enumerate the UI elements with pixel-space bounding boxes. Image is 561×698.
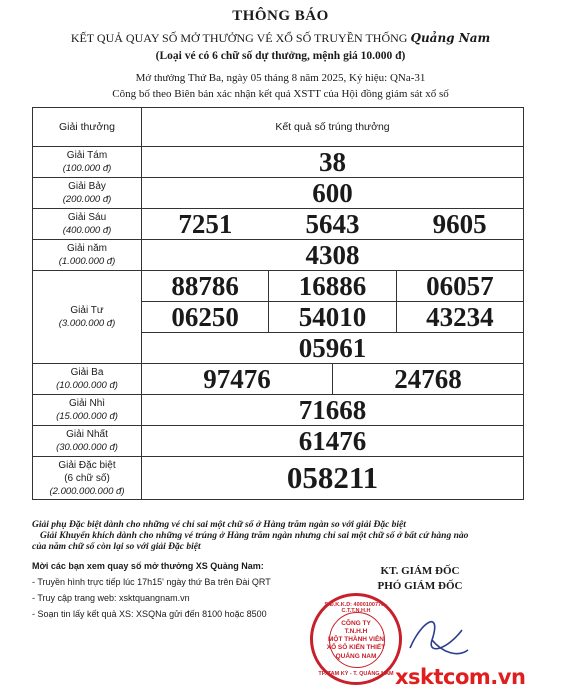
- viewing-info: [32, 558, 271, 622]
- info-line: - Truy cập trang web: xsktquangnam.vn: [32, 593, 190, 603]
- prize-label: Giải Nhì (15.000.000 đ): [33, 395, 142, 426]
- info-heading: Mời các bạn xem quay số mở thưởng XS Quảng Nam:: [32, 561, 264, 571]
- winning-number: 05961: [142, 333, 524, 364]
- winning-number: 43234: [396, 302, 523, 333]
- draw-date-line: Mở thưởng Thứ Ba, ngày 05 tháng 8 năm 2025, Ký hiệu: QNa-31: [135, 72, 426, 84]
- signature-title: KT. GIÁM ĐỐC: [380, 565, 460, 577]
- prize-label: Giải năm (1.000.000 đ): [33, 240, 142, 271]
- signature-role: PHÓ GIÁM ĐỐC: [377, 580, 463, 592]
- table-row: [33, 426, 524, 457]
- header-prize: Giải thưởng: [33, 108, 142, 147]
- info-line: - Truyền hình trực tiếp lúc 17h15' ngày thứ Ba trên Đài QRT: [32, 577, 271, 587]
- winning-number: 54010: [269, 302, 396, 333]
- table-row: [33, 147, 524, 178]
- notes: [32, 520, 532, 553]
- table-row: [33, 178, 524, 209]
- table-row: [33, 240, 524, 271]
- prize-label: Giải Ba (10.000.000 đ): [33, 364, 142, 395]
- winning-number: 600: [142, 178, 524, 209]
- table-row: [33, 395, 524, 426]
- header-result: Kết quả số trúng thưởng: [142, 108, 524, 147]
- special-prize-number: 058211: [142, 457, 524, 500]
- watermark-brand: xsktcom.vn: [395, 665, 526, 689]
- winning-number: 7251: [142, 209, 269, 240]
- ticket-type-line: (Loại vé có 6 chữ số dự thưởng, mệnh giá 10.000 đ): [155, 50, 406, 62]
- heading-text: KẾT QUẢ QUAY SỐ MỞ THƯỞNG VÉ XỔ SỐ TRUYỀN THỐNG: [70, 31, 408, 45]
- prize-label: Giải Đặc biệt (6 chữ số) (2.000.000.000 đ): [33, 457, 142, 500]
- document-title: THÔNG BÁO: [232, 8, 329, 24]
- winning-number: 4308: [142, 240, 524, 271]
- table-row: [33, 271, 524, 302]
- results-table: [32, 107, 524, 500]
- winning-number: 61476: [142, 426, 524, 457]
- winning-number: 9605: [396, 209, 523, 240]
- note-line: của năm chữ số còn lại so với giải Đặc biệt: [32, 542, 201, 552]
- winning-number: 88786: [142, 271, 269, 302]
- prize-label: Giải Bảy (200.000 đ): [33, 178, 142, 209]
- prize-label: Giải Tư (3.000.000 đ): [33, 271, 142, 364]
- winning-number: 24768: [332, 364, 523, 395]
- signature-block: [320, 564, 520, 594]
- table-row: [33, 457, 524, 500]
- winning-number: 71668: [142, 395, 524, 426]
- note-line: Giải phụ Đặc biệt dành cho những vé chỉ sai một chữ số ở Hàng trăm ngàn so với giải Đặc biệt: [32, 520, 406, 530]
- info-line: - Soạn tin lấy kết quả XS: XSQNa gửi đến 8100 hoặc 8500: [32, 609, 267, 619]
- company-stamp: S.Đ.K.K.D: 4000100770 - C.T.T.N.H.H CÔNG TY T.N.H.H MỘT THÀNH VIÊN XỔ SỐ KIẾN THIẾT QUẢNG NAM TP. TAM KỲ - T. QUẢNG NAM: [310, 593, 402, 685]
- winning-number: 06057: [396, 271, 523, 302]
- prize-label: Giải Nhất (30.000.000 đ): [33, 426, 142, 457]
- signature-scribble: [402, 600, 472, 670]
- winning-number: 5643: [269, 209, 396, 240]
- winning-number: 16886: [269, 271, 396, 302]
- announcement-line: Công bố theo Biên bản xác nhận kết quả XSTT của Hội đồng giám sát xổ số: [112, 88, 449, 100]
- province-script: Quảng Nam: [410, 31, 491, 45]
- prize-label: Giải Tám (100.000 đ): [33, 147, 142, 178]
- table-row: [33, 364, 524, 395]
- document-heading: [0, 31, 561, 46]
- winning-number: 06250: [142, 302, 269, 333]
- prize-label: Giải Sáu (400.000 đ): [33, 209, 142, 240]
- winning-number: 38: [142, 147, 524, 178]
- note-line: Giải Khuyến khích dành cho những vé trúng ở Hàng trăm ngàn nhưng chỉ sai một chữ số ở bất cứ hàng nào: [40, 531, 469, 541]
- table-row: [33, 209, 524, 240]
- winning-number: 97476: [142, 364, 333, 395]
